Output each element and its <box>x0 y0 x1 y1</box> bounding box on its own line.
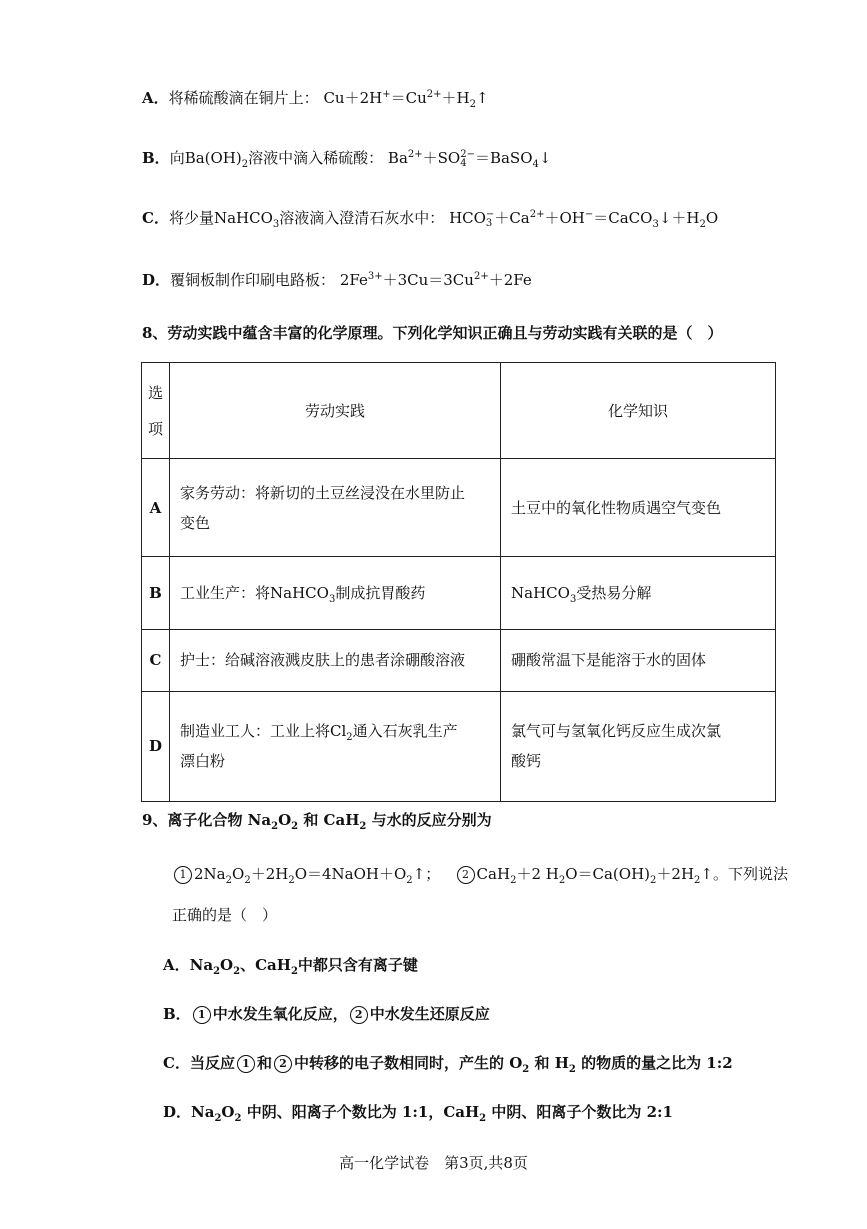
q9-stem: 9、离子化合物 $Na_2O_2$ 和 CaH$_2$ 与水的反应分别为 <box>142 811 492 832</box>
circled-number-1: 1 <box>174 866 192 884</box>
q8-stem: 8、劳动实践中蕴含丰富的化学原理。下列化学知识正确且与劳动实践有关联的是（ ） <box>142 324 723 342</box>
circled-number-2: 2 <box>457 866 475 884</box>
circled-number-1: 1 <box>237 1055 255 1073</box>
q7-option-c: C．将少量NaHCO$_3$溶液滴入澄清石灰水中： HCO − 3 $+Ca^{2+}+OH^-=CaCO_3↓+H_2O$ <box>142 209 719 230</box>
q9-option-a: A．$Na_2O_2$、CaH$_2$中都只含有离子键 <box>163 956 418 977</box>
q7-option-a: A．将稀硫酸滴在铜片上： $Cu+2H^+=Cu^{2+}+H_2↑$ <box>142 89 489 110</box>
header-practice: 劳动实践 <box>170 363 501 459</box>
q9-option-b: B． 1 中水发生氧化反应， 2 中水发生还原反应 <box>163 1005 490 1023</box>
page-footer: 高一化学试卷 第3页,共8页 <box>339 1154 528 1172</box>
circled-number-2: 2 <box>274 1055 292 1073</box>
row-practice: 制造业工人：工业上将$Cl_2$通入石灰乳生产 漂白粉 <box>170 691 501 801</box>
q7-option-b: B．向$Ba(OH)_2$溶液中滴入稀硫酸： $Ba^{2+}+SO$ 2− 4 ＝BaSO$_4$↓ <box>142 149 552 170</box>
row-knowledge: 氯气可与氢氧化钙反应生成次氯 酸钙 <box>501 691 776 801</box>
circled-number-2: 2 <box>350 1006 368 1024</box>
header-option: 选 项 <box>142 363 170 459</box>
row-practice: 工业生产：将NaHCO$_3$制成抗胃酸药 <box>170 557 501 629</box>
q7-b-equation: $Ba^{2+}+SO$ 2− 4 ＝BaSO$_4$↓ <box>387 149 552 170</box>
q9-option-c: C．当反应 1 和 2 中转移的电子数相同时，产生的 $O_2$ 和 $H_2$ 的物质的量之比为 1:2 <box>163 1054 733 1075</box>
row-option: D <box>142 691 170 801</box>
q9-stem-end: 正确的是（ ） <box>172 906 278 924</box>
row-knowledge: 硼酸常温下是能溶于水的固体 <box>501 629 776 691</box>
row-option: B <box>142 557 170 629</box>
q7-d-equation: $2Fe^{3+}+3Cu=3Cu^{2+}+2Fe$ <box>339 271 532 289</box>
row-practice: 家务劳动：将新切的土豆丝浸没在水里防止 变色 <box>170 459 501 557</box>
q8-table <box>141 362 776 802</box>
row-knowledge: NaHCO$_3$受热易分解 <box>501 557 776 629</box>
q9-option-d: D．$Na_2O_2$ 中阴、阳离子个数比为 1:1，CaH$_2$ 中阴、阳离子个数比为 2:1 <box>163 1103 673 1124</box>
table-row <box>142 459 776 557</box>
q7-c-equation: HCO − 3 $+Ca^{2+}+OH^-=CaCO_3↓+H_2O$ <box>449 209 719 230</box>
row-practice: 护士：给碱溶液溅皮肤上的患者涂硼酸溶液 <box>170 629 501 691</box>
row-knowledge: 土豆中的氧化性物质遇空气变色 <box>501 459 776 557</box>
row-option: A <box>142 459 170 557</box>
table-header-row <box>142 363 776 459</box>
table-row <box>142 691 776 801</box>
q7-option-d: D．覆铜板制作印刷电路板： $2Fe^{3+}+3Cu=3Cu^{2+}+2Fe$ <box>142 271 532 289</box>
circled-number-1: 1 <box>193 1006 211 1024</box>
table-row <box>142 629 776 691</box>
q9-equations: 1 $2Na_2O_2+2H_2O=4NaOH+O_2↑$； 2 CaH$_2$＋2 $H_2O=Ca(OH)_2+2H_2↑$。下列说法 <box>172 864 788 884</box>
table-row <box>142 557 776 629</box>
q7-a-equation: $Cu+2H^+=Cu^{2+}+H_2↑$ <box>323 89 489 110</box>
row-option: C <box>142 629 170 691</box>
header-knowledge: 化学知识 <box>501 363 776 459</box>
